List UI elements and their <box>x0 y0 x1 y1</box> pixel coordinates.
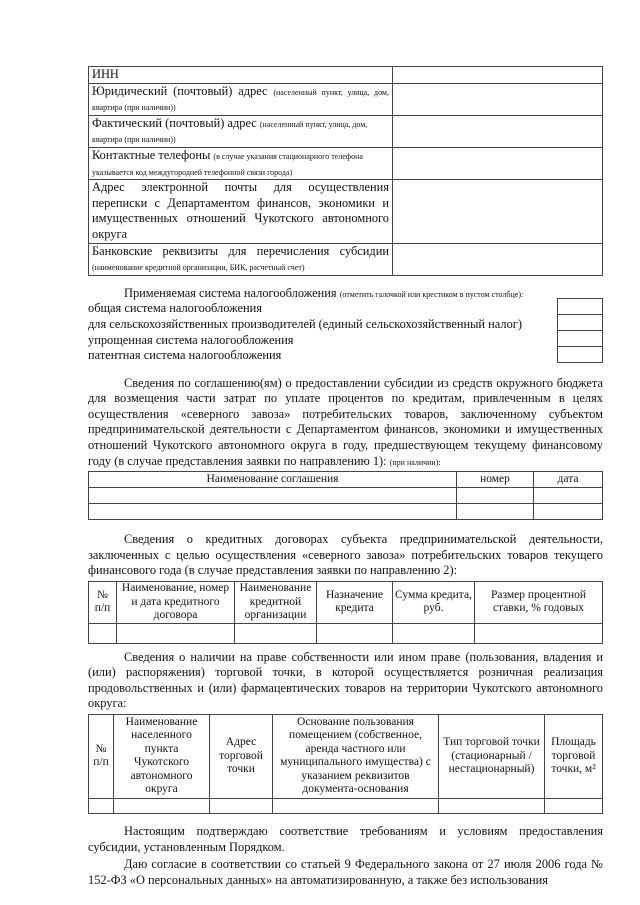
row-note: (в случае указания стационарного телефона указывается код междугородней телефонной связи города) <box>92 151 363 177</box>
tax-checkboxes <box>557 298 603 363</box>
tax-option: упрощенная система налогообложения <box>88 332 294 347</box>
row-note: (населенный пункт, улица, дом, квартира (при наличии)) <box>92 87 389 113</box>
row-label: Фактический (почтовый) адрес <box>92 115 257 130</box>
tax-checkbox[interactable] <box>558 347 602 363</box>
row-label: ИНН <box>92 67 119 81</box>
credits-table: № п/п Наименование, номер и дата кредитного договора Наименование кредитной организации Назначение кредита Сумма кредита, руб. Размер процентной ставки, % годовых <box>88 581 603 644</box>
email-field[interactable] <box>393 180 603 243</box>
tax-option: для сельскохозяйственных производителей (единый сельскохозяйственный налог) <box>88 316 522 331</box>
tax-heading-note: (отметить галочкой или крестиком в пустом столбце): <box>339 289 524 299</box>
applicant-info-table <box>88 66 603 276</box>
agreements-paragraph: Сведения по соглашению(ям) о предоставлении субсидии из средств окружного бюджета для возмещения части затрат по уплате процентов по кредитам, привлеченным в целях осуществления «северного завоза» потребительских товаров, заключенному субъектом предпринимательской деятельности с Департаментом финансов, экономики и имущественных отношений Чукотского автономного округа в году, предшествующем текущему финансовому году (в случае представления заявки по направлению 1): (при наличии): <box>88 375 603 468</box>
document-body <box>88 66 603 888</box>
phones-field[interactable] <box>393 147 603 179</box>
bank-details-field[interactable] <box>393 243 603 275</box>
row-note: (населенный пункт, улица, дом, квартира (при наличии)) <box>92 119 368 145</box>
shops-table: № п/п Наименование населенного пункта Чукотского автономного округа Адрес торговой точки Основание пользования помещением (собственное, аренда частного или муниципального имущества) с указанием реквизитов документа-основания Тип торговой точки (стационарный / нестационарный) Площадь торговой точки, м² <box>88 714 603 814</box>
agreements-table: Наименование соглашения номер дата <box>88 471 603 520</box>
row-note: (наименование кредитной организации, БИК, расчетный счет) <box>92 263 305 273</box>
row-label: Банковские реквизиты для перечисления субсидии <box>92 243 389 258</box>
inn-field[interactable] <box>393 67 603 84</box>
tax-option: общая система налогообложения <box>88 301 262 316</box>
row-label: Контактные телефоны <box>92 147 211 162</box>
credits-paragraph: Сведения о кредитных договорах субъекта предпринимательской деятельности, заключенных с целью осуществления «северного завоза» потребительских товаров текущего финансового года (в случае представления заявки по направлению 2): <box>88 532 603 578</box>
tax-system-section <box>88 286 603 364</box>
tax-checkbox[interactable] <box>558 331 602 347</box>
row-label: Адрес электронной почты для осуществления переписки с Департаментом финансов, экономики и имущественных отношений Чукотского автономного округа <box>92 180 389 241</box>
tax-heading: Применяемая система налогообложения <box>124 285 337 300</box>
shops-paragraph: Сведения о наличии на праве собственности или ином праве (пользования, владения и (или) распоряжения) торговой точки, в которой осуществляется розничная реализация продовольственных и (или) фармацевтических товаров на территории Чукотского автономного округа: <box>88 649 603 711</box>
tax-checkbox[interactable] <box>558 299 602 315</box>
legal-address-field[interactable] <box>393 83 603 115</box>
tax-option: патентная система налогообложения <box>88 348 282 363</box>
row-label: Юридический (почтовый) адрес <box>92 83 268 98</box>
confirmation-paragraph: Настоящим подтверждаю соответствие требованиям и условиям предоставления субсидии, установленным Порядком. <box>88 823 603 854</box>
consent-paragraph: Даю согласие в соответствии со статьей 9 Федерального закона от 27 июля 2006 года № 152-ФЗ «О персональных данных» на автоматизированную, а также без использования <box>88 857 603 887</box>
actual-address-field[interactable] <box>393 115 603 147</box>
tax-checkbox[interactable] <box>558 315 602 331</box>
